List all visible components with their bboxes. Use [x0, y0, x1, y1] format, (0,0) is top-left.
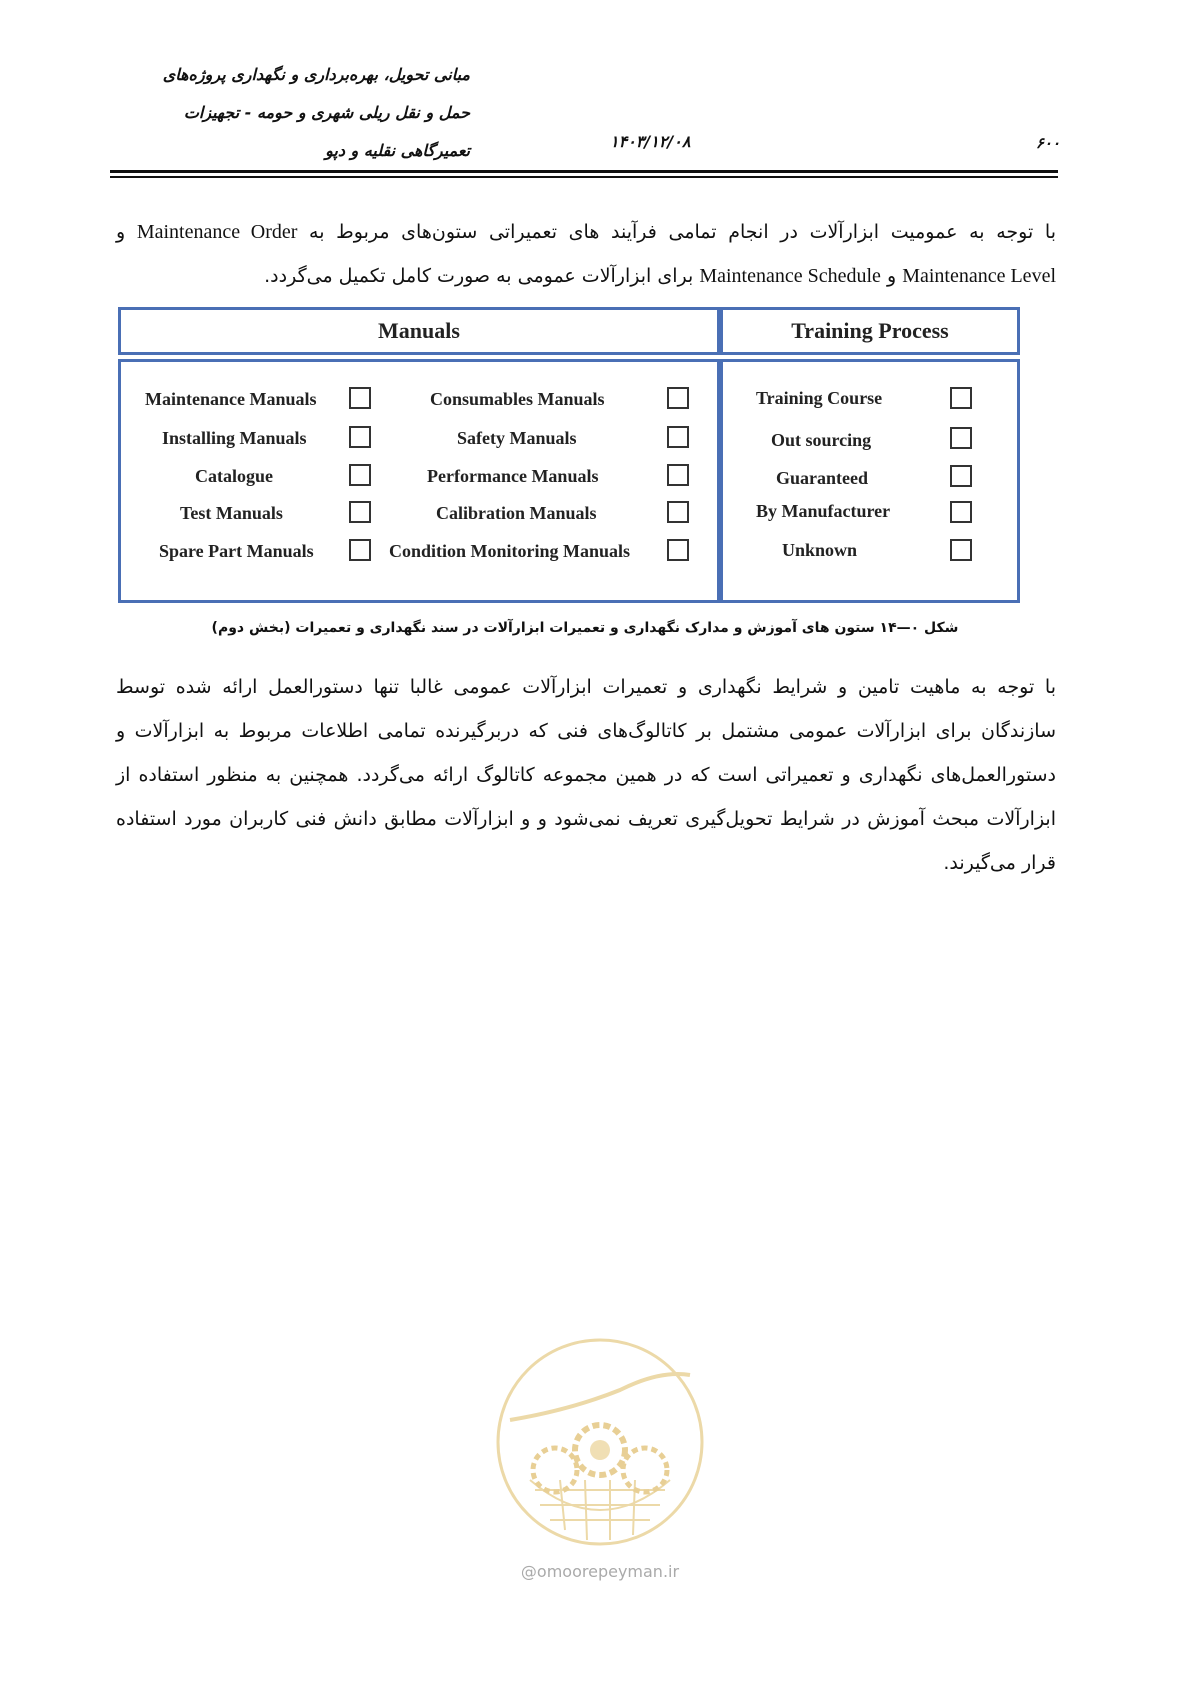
- figure-training-documents: [118, 307, 1020, 603]
- option-label: Unknown: [782, 540, 858, 560]
- term-maintenance-schedule: Maintenance Schedule: [699, 265, 881, 287]
- header-rule-double: [110, 176, 1058, 178]
- option-label: Performance Manuals: [427, 466, 599, 486]
- training-panel: [720, 359, 1020, 603]
- training-header: Training Process: [720, 307, 1020, 355]
- option-label: Guaranteed: [776, 468, 868, 488]
- option-label: Spare Part Manuals: [159, 541, 314, 561]
- checkbox-spare-part-manuals[interactable]: [349, 539, 371, 561]
- document-title: [110, 58, 470, 172]
- checkbox-catalogue[interactable]: [349, 464, 371, 486]
- option-label: Training Course: [756, 388, 883, 408]
- header-rule: [110, 170, 1058, 173]
- title-line-1: مبانی تحویل، بهره‌برداری و نگهداری پروژه‌های: [162, 65, 470, 84]
- logo-emblem-icon: [490, 1330, 710, 1560]
- checkbox-out-sourcing[interactable]: [950, 427, 972, 449]
- option-label: Condition Monitoring Manuals: [389, 541, 631, 561]
- title-line-3: تعمیرگاهی نقلیه و دپو: [325, 141, 470, 160]
- checkbox-unknown[interactable]: [950, 539, 972, 561]
- page-number: ۶۰۰: [1035, 134, 1060, 152]
- option-label: Installing Manuals: [162, 428, 307, 448]
- checkbox-installing-manuals[interactable]: [349, 426, 371, 448]
- option-label: Calibration Manuals: [436, 503, 597, 523]
- document-date: ۱۴۰۳/۱۲/۰۸: [610, 132, 691, 151]
- page-header: [110, 58, 1060, 170]
- checkbox-condition-monitoring-manuals[interactable]: [667, 539, 689, 561]
- option-label: Maintenance Manuals: [145, 389, 317, 409]
- option-label: Catalogue: [195, 466, 273, 486]
- option-label: Test Manuals: [180, 503, 283, 523]
- checkbox-guaranteed[interactable]: [950, 465, 972, 487]
- title-line-2: حمل و نقل ریلی شهری و حومه - تجهیزات: [183, 103, 470, 122]
- option-label: Out sourcing: [771, 430, 872, 450]
- paragraph-1: با توجه به عمومیت ابزارآلات در انجام تمامی فرآیند های تعمیراتی ستون‌های مربوط به Maintenance Order و Maintenance Level و Maintenance Schedule برای ابزارآلات عمومی به صورت کامل تکمیل می‌گردد.: [116, 221, 1057, 287]
- paragraph-2: با توجه به ماهیت تامین و شرایط نگهداری و تعمیرات ابزارآلات عمومی غالبا تنها دستورالعمل ارائه شده توسط سازندگان برای ابزارآلات عمومی مشتمل بر کاتالوگ‌های فنی که دربرگیرنده تمامی اطلاعات مربوط به ابزارآلات و دستورالعمل‌های نگهداری و تعمیراتی است که در همین مجموعه کاتالوگ ارائه می‌گردد. همچنین به منظور استفاده از ابزارآلات مبحث آموزش در شرایط تحویل‌گیری تعریف نمی‌شود و و ابزارآلات مطابق دانش فنی کاربران مورد استفاده قرار می‌گیرند.: [116, 676, 1056, 874]
- term-maintenance-order: Maintenance Order: [136, 221, 298, 243]
- checkbox-performance-manuals[interactable]: [667, 464, 689, 486]
- checkbox-by-manufacturer[interactable]: [950, 501, 972, 523]
- option-label: Safety Manuals: [457, 428, 577, 448]
- checkbox-training-course[interactable]: [950, 387, 972, 409]
- checkbox-consumables-manuals[interactable]: [667, 387, 689, 409]
- manuals-panel: [118, 359, 720, 603]
- checkbox-safety-manuals[interactable]: [667, 426, 689, 448]
- checkbox-test-manuals[interactable]: [349, 501, 371, 523]
- watermark-logo: [490, 1330, 710, 1600]
- option-label: By Manufacturer: [756, 501, 891, 521]
- figure-caption: شکل ۰—۱۴ ستون های آموزش و مدارک نگهداری و تعمیرات ابزارآلات در سند نگهداری و تعمیرات (بخش دوم): [211, 620, 959, 636]
- option-label: Consumables Manuals: [430, 389, 605, 409]
- checkbox-maintenance-manuals[interactable]: [349, 387, 371, 409]
- manuals-header: Manuals: [118, 307, 720, 355]
- checkbox-calibration-manuals[interactable]: [667, 501, 689, 523]
- term-maintenance-level: Maintenance Level: [902, 265, 1056, 287]
- watermark-site: @omoorepeyman.ir: [520, 1562, 680, 1581]
